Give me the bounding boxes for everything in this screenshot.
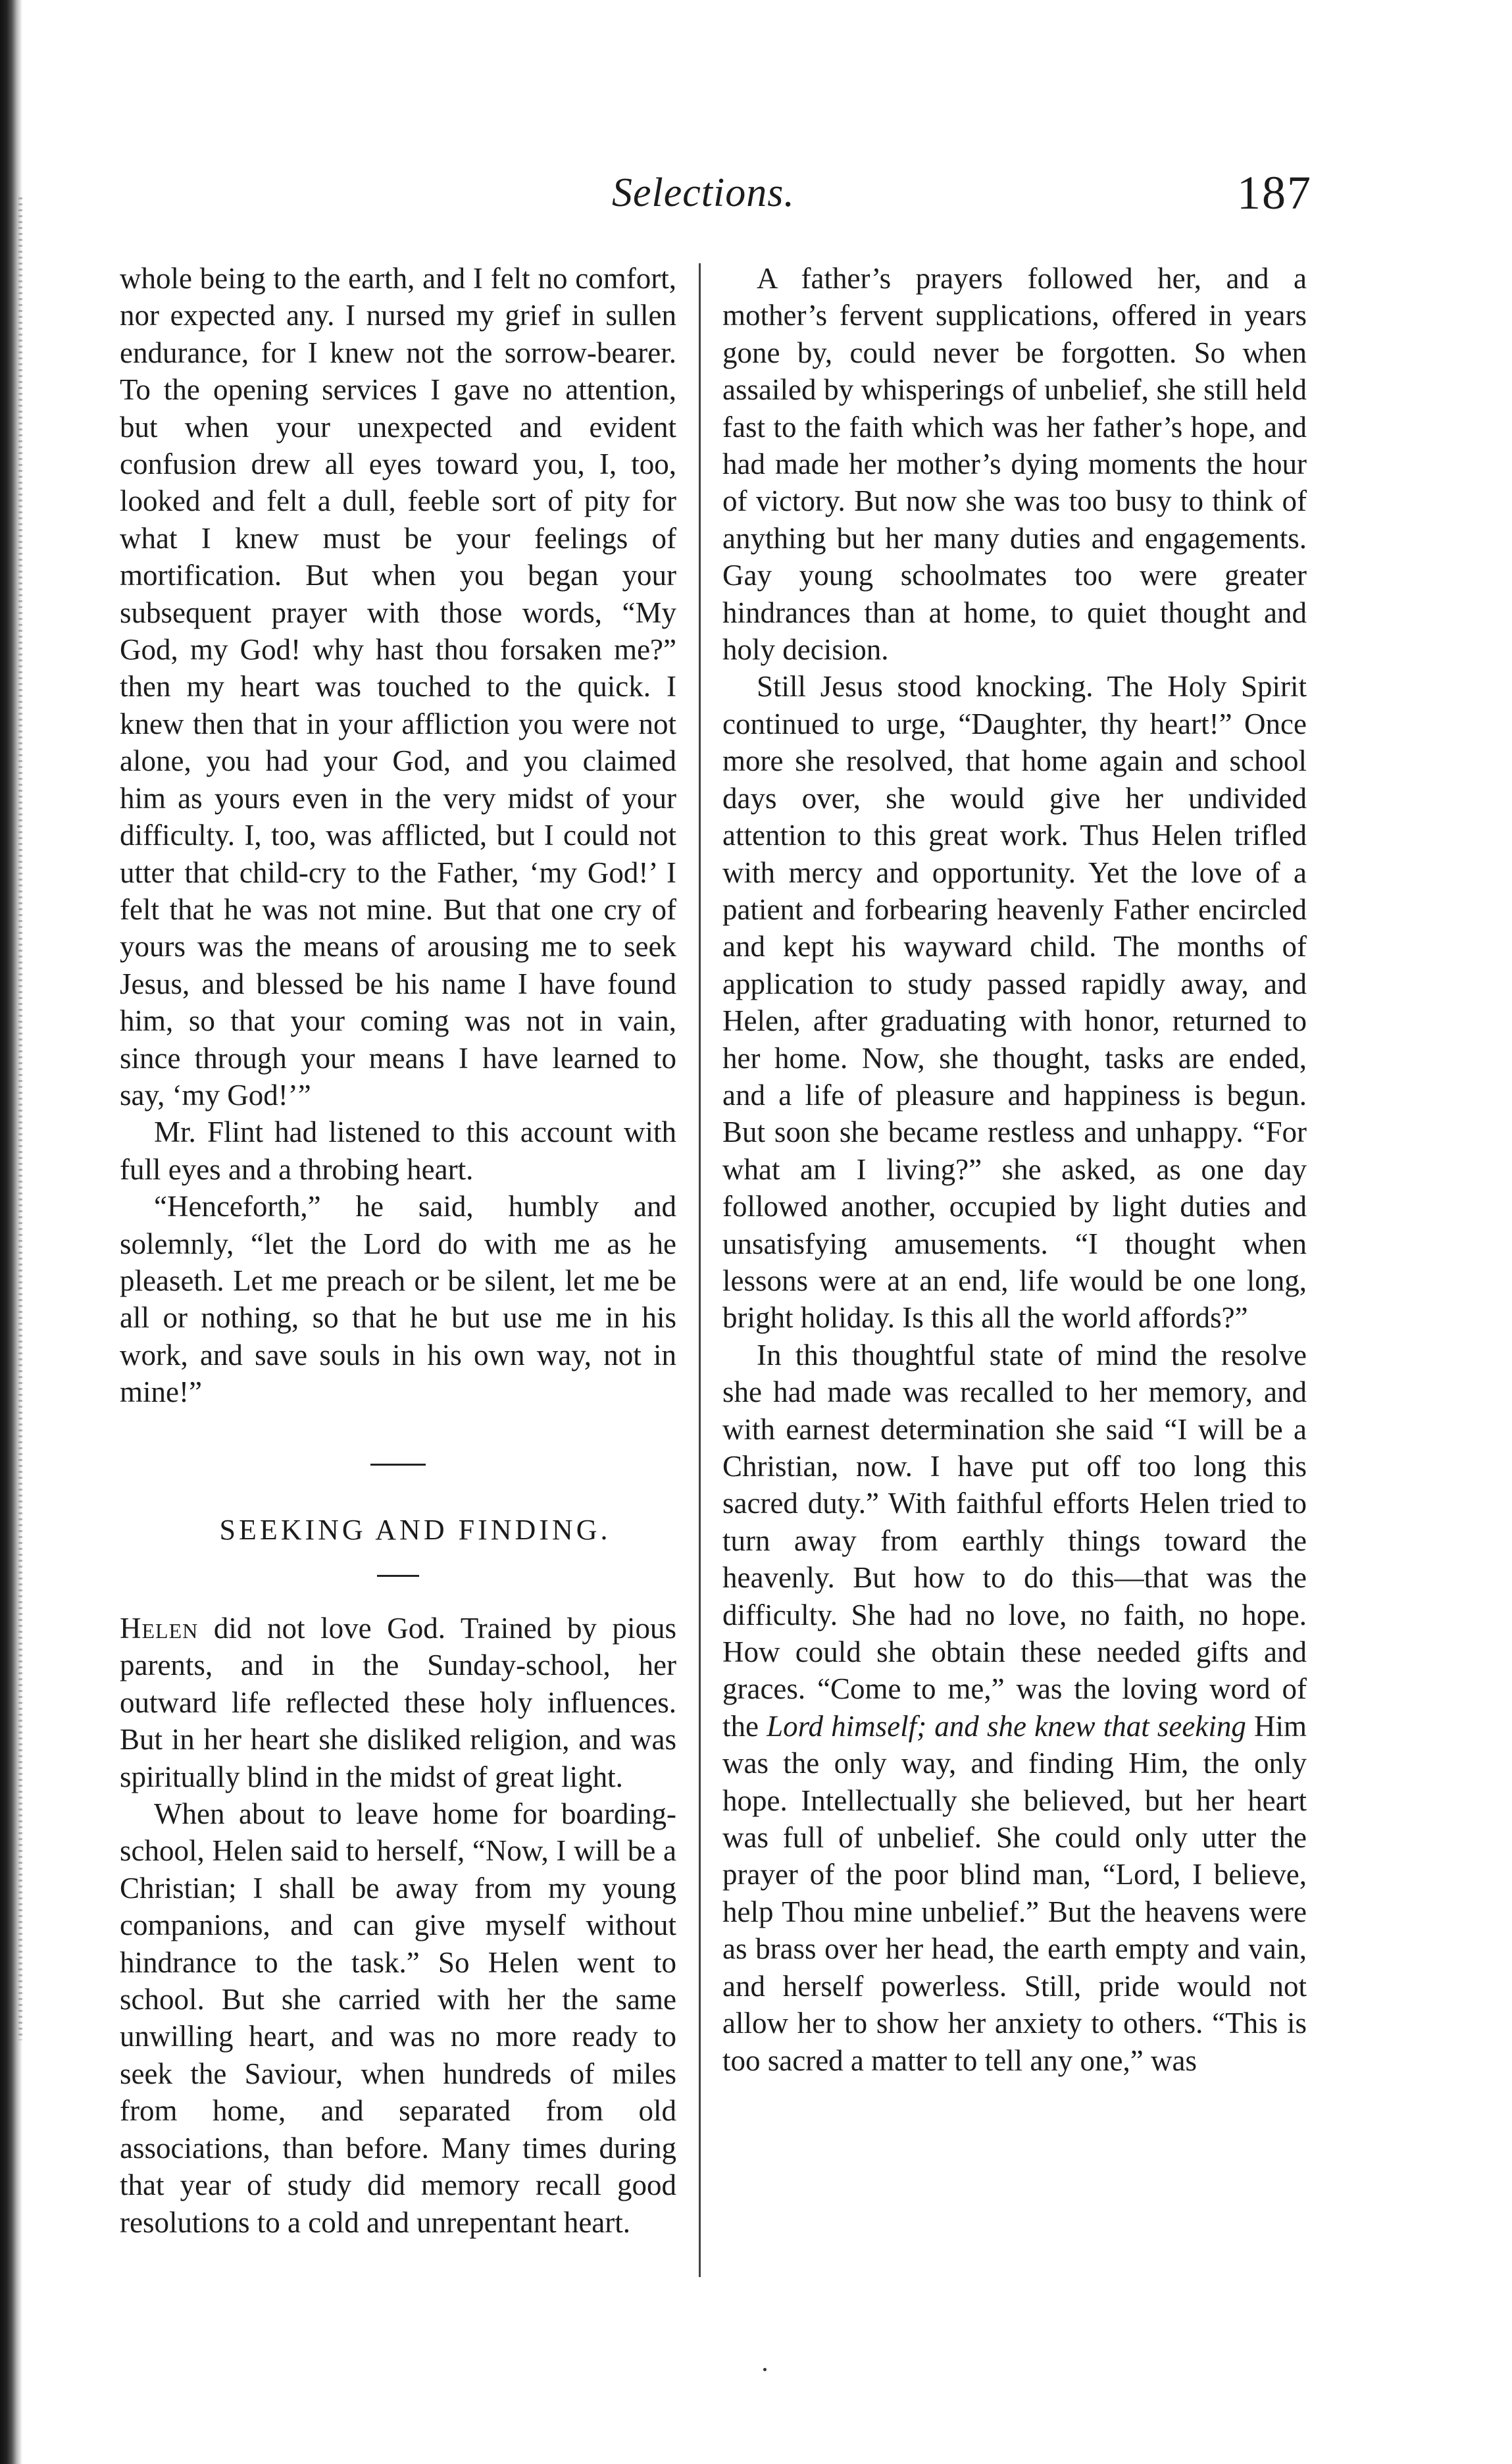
lead-word: Helen (120, 1612, 199, 1645)
paragraph: Mr. Flint had listened to this account with full eyes and a throbing heart. (120, 1116, 676, 1186)
paragraph-text: did not love God. Trained by pious parents, and in the Sunday-school, her outward life reflected these holy influences. But in her heart she disliked religion, and was spiritually blind in the midst of great light. (120, 1612, 676, 1793)
section-heading: SEEKING AND FINDING. (219, 1513, 611, 1546)
paragraph-text: Him was the only way, and finding Him, the only hope. Intellectually she believed, but her heart was full of unbelief. She could only utter the prayer of the poor blind man, “Lord, I believe, help Thou mine unbelief.” But the heavens were as brass over her head, the earth empty and vain, and herself powerless. Still, pride would not allow her to show her anxiety to others. “This is too sacred a matter to tell any one,” was (722, 1709, 1307, 2077)
running-head: Selections. (612, 170, 795, 215)
right-column (722, 260, 1307, 2079)
italic-text: Lord himself; and she knew that seeking (767, 1709, 1246, 1743)
heading-rule (377, 1575, 419, 1577)
paragraph: Still Jesus stood knocking. The Holy Spirit continued to urge, “Daughter, thy heart!” Once more she resolved, that home again and school days over, she would give her undivided attention to this great work. Thus Helen trifled with mercy and opportunity. Yet the love of a patient and forbearing heavenly Father encircled and kept his wayward child. The months of application to study passed rapidly away, and Helen, after graduating with honor, returned to her home. Now, she thought, tasks are ended, and a life of pleasure and happiness is begun. But soon she became restless and unhappy. “For what am I living?” she asked, as one day followed another, occupied by light duties and unsatisfying amusements. “I thought when lessons were at an end, life would be one long, bright holiday. Is this all the world affords?” (722, 670, 1307, 1335)
paragraph: “Henceforth,” he said, humbly and solemnly, “let the Lord do with me as he pleaseth. Let me preach or be silent, let me be all or nothing, so that he but use me in his work, and save souls in his own way, not in mine!” (120, 1190, 676, 1409)
paragraph: A father’s prayers followed her, and a mother’s fervent supplications, offered in years gone by, could never be forgotten. So when assailed by whisperings of unbelief, she still held fast to the faith which was her father’s hope, and had made her mother’s dying moments the hour of victory. But now she was too busy to think of anything but her many duties and engagements. Gay young schoolmates too were greater hindrances than at home, to quiet thought and holy decision. (722, 262, 1307, 667)
paragraph-text: In this thoughtful state of mind the resolve she had made was recalled to her memory, and with earnest determination she said “I will be a Christian, now. I have put off too long this sacred duty.” With faithful efforts Helen tried to turn away from earthly things toward the heavenly. But how to do this—that was the difficulty. She had no love, no faith, no hope. How could she obtain these needed gifts and graces. “Come to me,” was the loving word of the (722, 1338, 1307, 1743)
page-number: 187 (1237, 167, 1312, 219)
paragraph: whole being to the earth, and I felt no comfort, nor expected any. I nursed my grief in sullen endurance, for I knew not the sorrow-bearer. To the opening services I gave no attention, but when your unexpected and evident confusion drew all eyes toward you, I, too, looked and felt a dull, feeble sort of pity for what I knew must be your feelings of mortification. But when you began your subsequent prayer with those words, “My God, my God! why hast thou forsaken me?” then my heart was touched to the quick. I knew then that in your affliction you were not alone, you had your God, and you claimed him as yours even in the very midst of your difficulty. I, too, was afflicted, but I could not utter that child-cry to the Father, ‘my God!’ I felt that he was not mine. But that one cry of yours was the means of arousing me to seek Jesus, and blessed be his name I have found him, so that your coming was not in vain, since through your means I have learned to say, ‘my God!’” (120, 262, 676, 1112)
ink-speck (763, 2368, 767, 2371)
column-divider (699, 263, 701, 2277)
section-divider (370, 1464, 426, 1466)
paragraph: When about to leave home for boarding-school, Helen said to herself, “Now, I will be a Christian; I shall be away from my young companions, and can give myself without hindrance to the task.” So Helen went to school. But she carried with her the same unwilling heart, and was no more ready to seek the Saviour, when hundreds of miles from home, and separated from old associations, than before. Many times during that year of study did memory recall good resolutions to a cold and unrepentant heart. (120, 1797, 676, 2239)
binding-edge (0, 0, 22, 2464)
left-column (120, 260, 676, 2241)
paragraph (722, 1337, 1307, 2079)
paragraph (120, 1610, 676, 1795)
